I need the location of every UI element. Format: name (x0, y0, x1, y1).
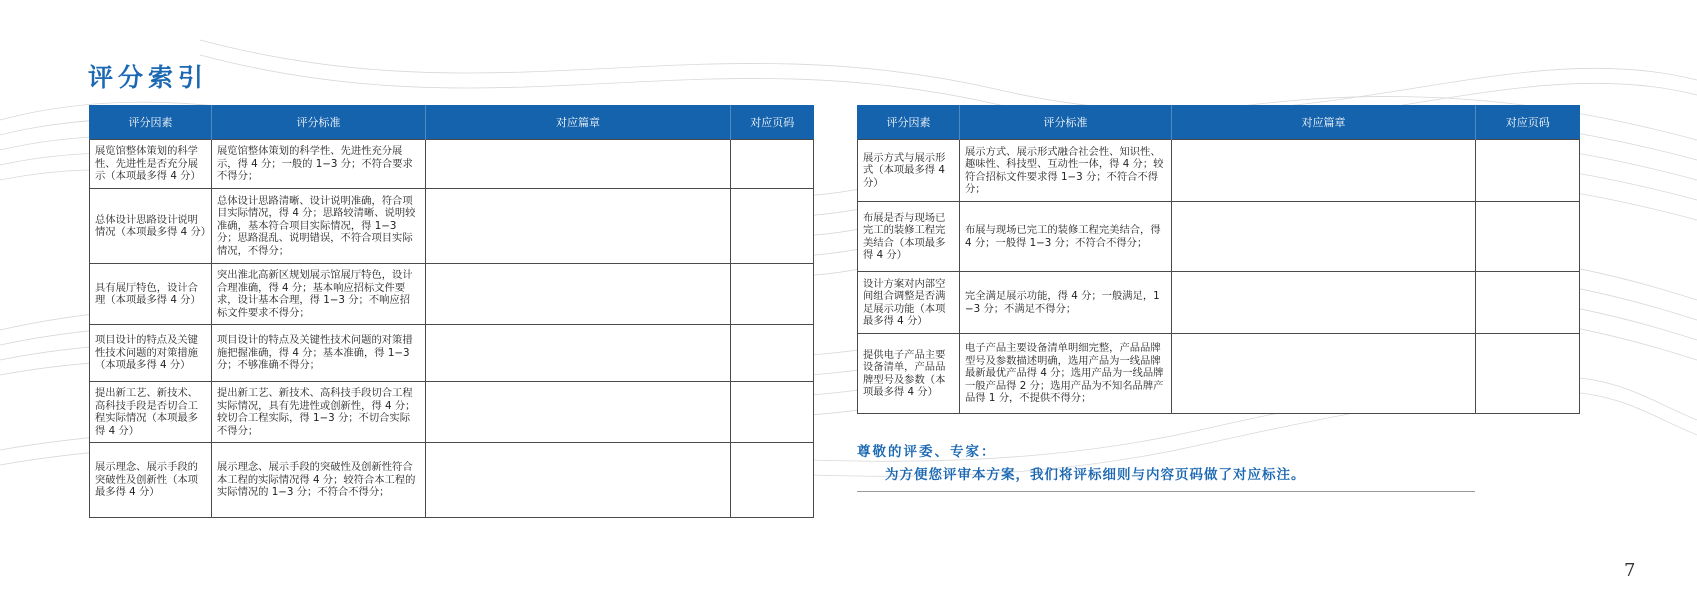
page-title: 评分索引 (88, 63, 209, 92)
note-body: 为方便您评审本方案，我们将评标细则与内容页码做了对应标注。 (885, 467, 1306, 483)
factor-cell: 提出新工艺、新技术、高科技手段是否切合工程实际情况（本项最多得 4 分） (90, 382, 212, 443)
factor-cell: 展览馆整体策划的科学性、先进性是否充分展示（本项最多得 4 分） (90, 140, 212, 189)
page-cell[interactable] (731, 325, 814, 382)
table-row (90, 443, 814, 518)
chapter-cell[interactable] (1172, 334, 1476, 414)
table-header-row (858, 105, 1580, 140)
header-chapter: 对应篇章 (426, 105, 731, 140)
table-row (90, 140, 814, 189)
factor-cell: 具有展厅特色，设计合理（本项最多得 4 分） (90, 264, 212, 325)
standard-cell: 项目设计的特点及关键性技术问题的对策措施把握准确，得 4 分；基本准确，得 1−3 分；不够准确不得分； (212, 325, 426, 382)
standard-cell: 展示理念、展示手段的突破性及创新性符合本工程的实际情况得 4 分；较符合本工程的实际情况的 1−3 分；不符合不得分； (212, 443, 426, 518)
chapter-cell[interactable] (426, 264, 731, 325)
standard-cell: 布展与现场已完工的装修工程完美结合，得 4 分；一般得 1−3 分；不符合不得分； (960, 202, 1172, 272)
table-row (858, 272, 1580, 334)
page-cell[interactable] (1476, 334, 1580, 414)
page-cell[interactable] (731, 443, 814, 518)
table-row (90, 382, 814, 443)
table-header-row (90, 105, 814, 140)
factor-cell: 展示理念、展示手段的突破性及创新性（本项最多得 4 分） (90, 443, 212, 518)
standard-cell: 总体设计思路清晰、设计说明准确，符合项目实际情况，得 4 分；思路较清晰、说明较准确，基本符合项目实际情况，得 1−3 分；思路混乱、说明错误，不符合项目实际情况，不得分； (212, 189, 426, 264)
note-divider (857, 491, 1475, 492)
standard-cell: 展览馆整体策划的科学性、先进性充分展示，得 4 分；一般的 1−3 分；不符合要求不得分； (212, 140, 426, 189)
header-page: 对应页码 (731, 105, 814, 140)
chapter-cell[interactable] (1172, 202, 1476, 272)
page-number: 7 (1624, 560, 1636, 581)
table-row (90, 264, 814, 325)
standard-cell: 电子产品主要设备清单明细完整，产品品牌型号及参数描述明确，选用产品为一线品牌最新最优产品得 4 分；选用产品为一线品牌一般产品得 2 分；选用产品为不知名品牌产品得 1 分，不提供不得分； (960, 334, 1172, 414)
factor-cell: 设计方案对内部空间组合调整是否满足展示功能（本项最多得 4 分） (858, 272, 960, 334)
chapter-cell[interactable] (1172, 140, 1476, 202)
page-cell[interactable] (731, 140, 814, 189)
chapter-cell[interactable] (426, 325, 731, 382)
standard-cell: 提出新工艺、新技术、高科技手段切合工程实际情况，具有先进性或创新性，得 4 分；较切合工程实际，得 1−3 分；不切合实际不得分； (212, 382, 426, 443)
table-row (858, 140, 1580, 202)
page-cell[interactable] (1476, 140, 1580, 202)
table-row (858, 334, 1580, 414)
standard-cell: 展示方式、展示形式融合社会性、知识性、趣味性、科技型、互动性一体，得 4 分；较符合招标文件要求得 1−3 分；不符合不得分； (960, 140, 1172, 202)
page-cell[interactable] (731, 382, 814, 443)
score-table-left (89, 105, 814, 518)
table-row (90, 325, 814, 382)
factor-cell: 展示方式与展示形式（本项最多得 4 分） (858, 140, 960, 202)
chapter-cell[interactable] (426, 443, 731, 518)
chapter-cell[interactable] (1172, 272, 1476, 334)
page-cell[interactable] (1476, 202, 1580, 272)
header-chapter: 对应篇章 (1172, 105, 1476, 140)
chapter-cell[interactable] (426, 140, 731, 189)
table-row (90, 189, 814, 264)
chapter-cell[interactable] (426, 189, 731, 264)
header-standard: 评分标准 (212, 105, 426, 140)
page-cell[interactable] (731, 264, 814, 325)
factor-cell: 项目设计的特点及关键性技术问题的对策措施（本项最多得 4 分） (90, 325, 212, 382)
header-page: 对应页码 (1476, 105, 1580, 140)
standard-cell: 完全满足展示功能，得 4 分；一般满足，1−3 分；不满足不得分； (960, 272, 1172, 334)
page-cell[interactable] (731, 189, 814, 264)
page-cell[interactable] (1476, 272, 1580, 334)
table-row (858, 202, 1580, 272)
chapter-cell[interactable] (426, 382, 731, 443)
factor-cell: 总体设计思路设计说明情况（本项最多得 4 分） (90, 189, 212, 264)
standard-cell: 突出淮北高新区规划展示馆展厅特色，设计合理准确，得 4 分；基本响应招标文件要求，设计基本合理，得 1−3 分；不响应招标文件要求不得分； (212, 264, 426, 325)
header-factor: 评分因素 (858, 105, 960, 140)
factor-cell: 提供电子产品主要设备清单，产品品牌型号及参数（本项最多得 4 分） (858, 334, 960, 414)
header-standard: 评分标准 (960, 105, 1172, 140)
score-table-right (857, 105, 1580, 414)
factor-cell: 布展是否与现场已完工的装修工程完美结合（本项最多得 4 分） (858, 202, 960, 272)
header-factor: 评分因素 (90, 105, 212, 140)
note-title: 尊敬的评委、专家： (857, 444, 997, 460)
reviewer-note (857, 440, 1306, 483)
